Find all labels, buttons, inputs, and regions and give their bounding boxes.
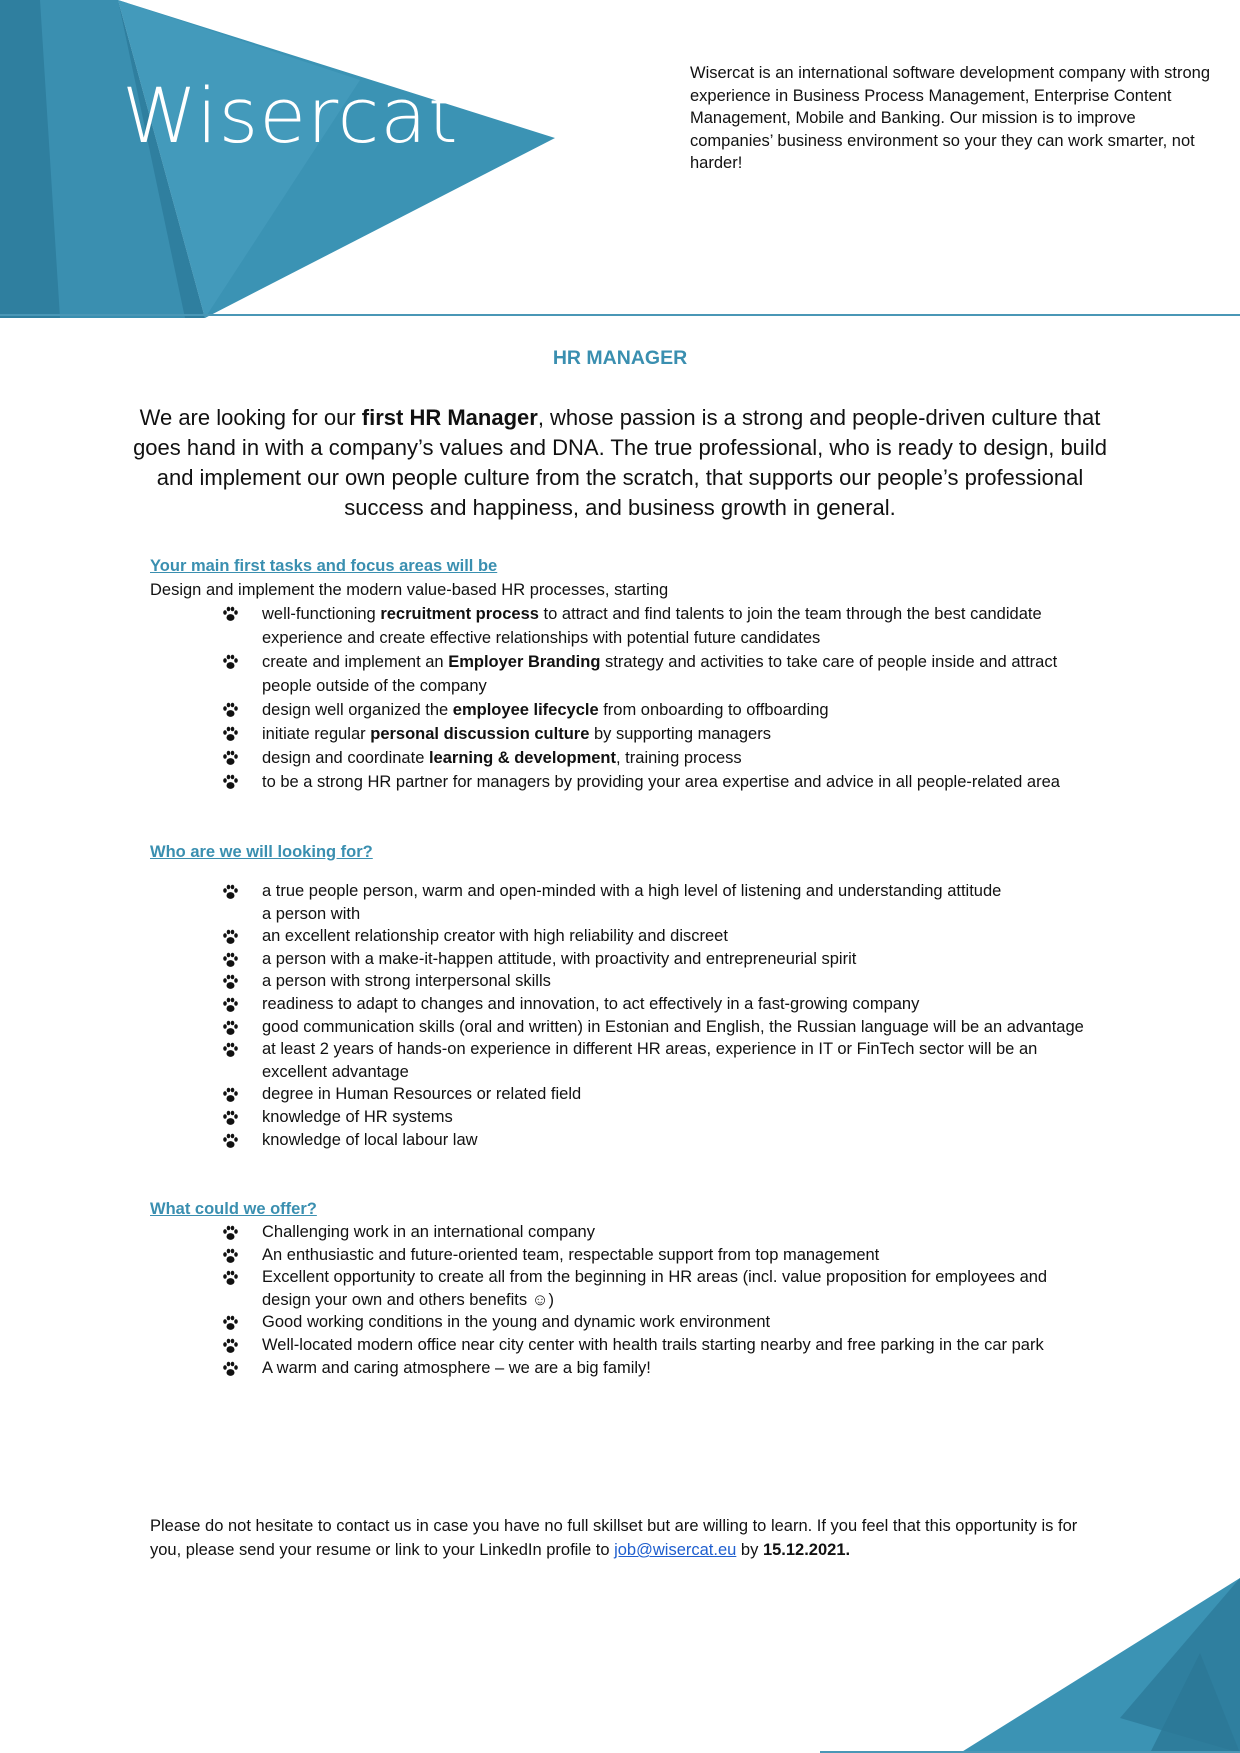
offer-heading: What could we offer? [150,1200,317,1218]
list-item: design well organized the employee lifecycle from onboarding to offboarding [262,698,1090,722]
paw-icon [222,1133,239,1150]
list-item: knowledge of HR systems [262,1106,1090,1129]
paw-icon [222,1315,239,1332]
list-item: An enthusiastic and future-oriented team, respectable support from top management [262,1244,1090,1267]
list-item: to be a strong HR partner for managers by providing your area expertise and advice in all people-related area [262,770,1090,794]
paw-icon [222,1042,239,1059]
wisercat-logo: Wisercat [122,71,459,160]
list-item: degree in Human Resources or related field [262,1083,1090,1106]
list-item: Well-located modern office near city center with health trails starting nearby and free parking in the car park [262,1334,1090,1357]
paw-icon [222,654,239,671]
footer-corner-art [820,1553,1240,1753]
offer-list [150,1221,1090,1379]
paw-icon [222,952,239,969]
lead-paragraph: We are looking for our first HR Manager, whose passion is a strong and people-driven culture that goes hand in with a company’s values and DNA. The true professional, who is ready to design, build and implement our own people culture from the scratch, that supports our people’s professional success and happiness, and business growth in general. [133,405,1107,520]
paw-icon [222,974,239,991]
list-item: good communication skills (oral and written) in Estonian and English, the Russian language will be an advantage [262,1016,1090,1039]
paw-icon [222,774,239,791]
tasks-intro: Design and implement the modern value-based HR processes, starting [150,581,669,599]
paw-icon [222,997,239,1014]
list-item: a person with a make-it-happen attitude, with proactivity and entrepreneurial spirit [262,948,1090,971]
closing-paragraph: Please do not hesitate to contact us in case you have no full skillset but are willing to learn. If you feel that this opportunity is for you, please send your resume or link to your LinkedIn profile to job@wisercat.eu by 15.12.2021. [150,1517,1078,1559]
company-intro: Wisercat is an international software development company with strong experience in Business Process Management, Enterprise Content Management, Mobile and Banking. Our mission is to improve companies’ business environment so your they can work smarter, not harder! [690,64,1210,172]
paw-icon [222,929,239,946]
list-item: Excellent opportunity to create all from the beginning in HR areas (incl. value proposition for employees and design your own and others benefits ☺) [262,1266,1090,1311]
paw-icon [222,702,239,719]
tasks-heading: Your main first tasks and focus areas will be [150,557,498,575]
header-divider [0,314,1240,316]
looking-list [150,880,1090,1151]
email-link[interactable]: job@wisercat.eu [614,1541,737,1559]
paw-icon [222,1338,239,1355]
tasks-list [150,602,1090,794]
paw-icon [222,1225,239,1242]
paw-icon [222,1020,239,1037]
looking-section [150,840,1090,1151]
paw-icon [222,1248,239,1265]
paw-icon [222,884,239,901]
list-item: initiate regular personal discussion culture by supporting managers [262,722,1090,746]
list-item: at least 2 years of hands-on experience in different HR areas, experience in IT or FinTech sector will be an excellent advantage [262,1038,1090,1083]
list-item: design and coordinate learning & development, training process [262,746,1090,770]
offer-section [150,1197,1090,1379]
paw-icon [222,1087,239,1104]
list-item: Challenging work in an international company [262,1221,1090,1244]
list-item: A warm and caring atmosphere – we are a big family! [262,1357,1090,1380]
list-item: create and implement an Employer Branding strategy and activities to take care of people inside and attract people outside of the company [262,650,1090,698]
page-title: HR MANAGER [552,347,688,369]
list-item: Good working conditions in the young and dynamic work environment [262,1311,1090,1334]
list-item: knowledge of local labour law [262,1129,1090,1152]
looking-heading: Who are we will looking for? [150,843,373,861]
list-item: well-functioning recruitment process to attract and find talents to join the team through the best candidate experience and create effective relationships with potential future candidates [262,602,1090,650]
paw-icon [222,726,239,743]
paw-icon [222,1270,239,1287]
list-item: a person with strong interpersonal skills [262,970,1090,993]
stray-line: a person with [262,904,361,923]
tasks-section [150,554,1090,794]
list-item: a true people person, warm and open-minded with a high level of listening and understanding attitude a person with [262,880,1090,925]
paw-icon [222,1361,239,1378]
paw-icon [222,606,239,623]
list-item: an excellent relationship creator with high reliability and discreet [262,925,1090,948]
paw-icon [222,750,239,767]
list-item: readiness to adapt to changes and innovation, to act effectively in a fast-growing company [262,993,1090,1016]
paw-icon [222,1110,239,1127]
